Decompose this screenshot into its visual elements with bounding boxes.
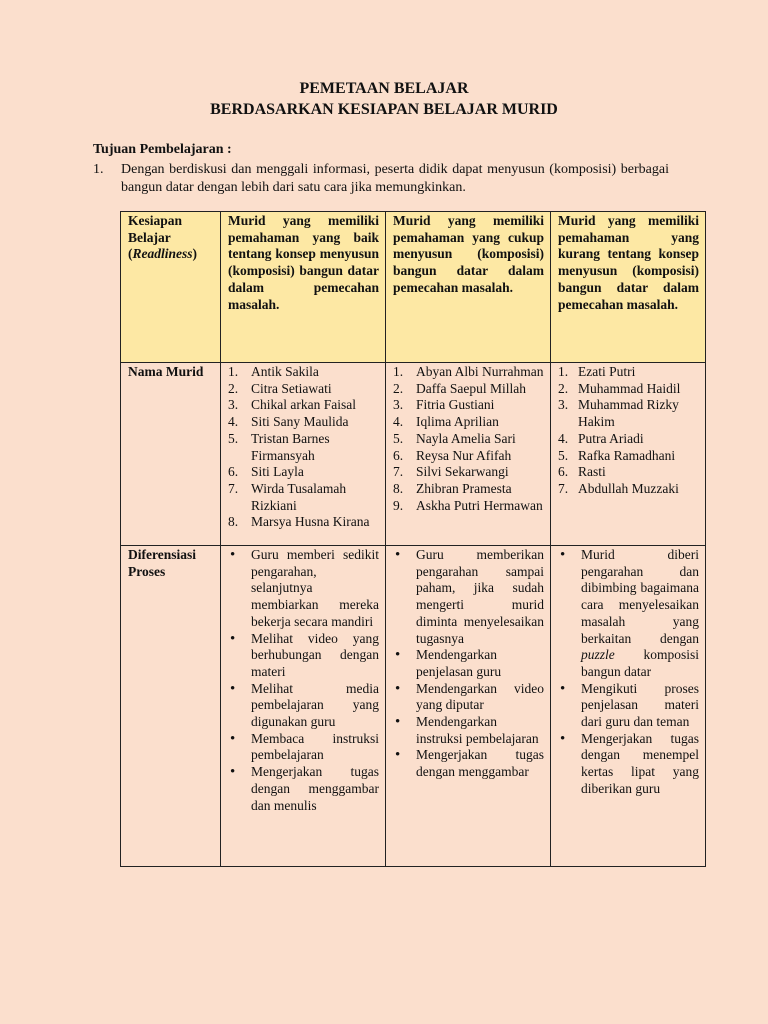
student-names-label: Nama Murid	[121, 363, 221, 546]
student-name-item	[228, 364, 379, 381]
student-name: Wirda Tusalamah Rizkiani	[251, 480, 347, 513]
process-cell-group2	[386, 546, 551, 867]
document-title-line2: BERDASARKAN KESIAPAN BELAJAR MURID	[210, 101, 558, 118]
student-name: Fitria Gustiani	[416, 397, 495, 413]
student-name-item	[558, 464, 699, 481]
document-title-line1: PEMETAAN BELAJAR	[299, 80, 469, 97]
student-name: Marsya Husna Kirana	[251, 514, 370, 530]
process-item: • Mengerjakan tugas dengan menggambar dan menulis	[228, 764, 379, 814]
process-differentiation-label: Diferensiasi Proses	[121, 546, 221, 867]
header-good-understanding: Murid yang memiliki pemahaman yang baik tentang konsep menyusun (komposisi) bangun datar dalam pemecahan masalah.	[221, 212, 386, 363]
student-name: Askha Putri Hermawan	[416, 497, 543, 513]
header-row	[121, 212, 706, 363]
student-name-item	[393, 481, 544, 498]
readiness-label-cell	[121, 212, 221, 363]
process-differentiation-row	[121, 546, 706, 867]
student-name-item	[228, 414, 379, 431]
student-name: Daffa Saepul Millah	[416, 380, 526, 396]
student-number: 5.	[393, 430, 404, 446]
student-name: Muhammad Haidil	[578, 380, 681, 396]
process-item: • Murid diberi pengarahan dan dibimbing bagaimana cara menyelesaikan masalah yang berkaitan dengan puzzle komposisi bangun datar	[558, 547, 699, 681]
student-number: 6.	[393, 447, 404, 463]
student-name: Silvi Sekarwangi	[416, 464, 509, 480]
student-number: 7.	[393, 464, 404, 480]
student-number: 6.	[558, 464, 569, 480]
process-list-group1	[228, 547, 379, 814]
student-name: Iqlima Aprilian	[416, 414, 499, 430]
student-number: 7.	[558, 480, 569, 496]
student-name-item	[228, 397, 379, 414]
process-item: • Mengerjakan tugas dengan menggambar	[393, 747, 544, 780]
student-name: Reysa Nur Afifah	[416, 447, 512, 463]
process-cell-group3	[551, 546, 706, 867]
student-number: 9.	[393, 497, 404, 513]
student-number: 4.	[228, 414, 239, 430]
student-name-item	[393, 381, 544, 398]
student-number: 8.	[228, 514, 239, 530]
student-number: 5.	[228, 430, 239, 446]
header-sufficient-understanding: Murid yang memiliki pemahaman yang cukup menyusun (komposisi) bangun datar dalam pemecahan masalah.	[386, 212, 551, 363]
student-name-item	[558, 448, 699, 465]
process-item: • Membaca instruksi pembelajaran	[228, 731, 379, 764]
process-item: • Melihat media pembelajaran yang digunakan guru	[228, 681, 379, 731]
process-item: • Mendengarkan penjelasan guru	[393, 647, 544, 680]
student-number: 3.	[558, 397, 569, 413]
process-item: • Guru memberikan pengarahan sampai paham, jika sudah mengerti murid diminta menyelesaikan tugasnya	[393, 547, 544, 647]
names-cell-group1	[221, 363, 386, 546]
names-list-group1	[228, 364, 379, 531]
student-number: 4.	[393, 414, 404, 430]
student-name: Zhibran Pramesta	[416, 480, 512, 496]
student-number: 1.	[393, 364, 404, 379]
student-name-item	[558, 397, 699, 430]
learning-map-table	[120, 211, 706, 867]
process-list-group2	[393, 547, 544, 781]
student-name: Muhammad Rizky Hakim	[578, 397, 679, 430]
student-name-item	[393, 414, 544, 431]
process-item: • Mendengarkan instruksi pembelajaran	[393, 714, 544, 747]
student-name-item	[393, 498, 544, 515]
student-names-row	[121, 363, 706, 546]
student-name: Putra Ariadi	[578, 430, 644, 446]
student-name-item	[393, 397, 544, 414]
student-name-item	[228, 481, 379, 514]
student-number: 4.	[558, 430, 569, 446]
process-item: • Mengerjakan tugas dengan menempel kertas lipat yang diberikan guru	[558, 731, 699, 798]
process-list-group3	[558, 547, 699, 798]
student-number: 2.	[558, 380, 569, 396]
process-item: • Melihat video yang berhubungan dengan materi	[228, 631, 379, 681]
header-low-understanding: Murid yang memiliki pemahaman yang kurang tentang konsep menyusun (komposisi) bangun datar dalam pemecahan masalah.	[551, 212, 706, 363]
names-list-group3	[558, 364, 699, 498]
student-number: 2.	[228, 380, 239, 396]
student-number: 1.	[558, 364, 569, 379]
process-cell-group1	[221, 546, 386, 867]
student-number: 8.	[393, 480, 404, 496]
student-name: Abdullah Muzzaki	[578, 480, 679, 496]
student-number: 5.	[558, 447, 569, 463]
student-name-item	[228, 381, 379, 398]
student-name-item	[393, 448, 544, 465]
student-name-item	[558, 364, 699, 381]
process-item: • Mendengarkan video yang diputar	[393, 681, 544, 714]
student-name: Tristan Barnes Firmansyah	[251, 430, 330, 463]
readiness-label: Kesiapan Belajar (Readliness)	[128, 213, 198, 262]
student-name: Abyan Albi Nurrahman	[416, 364, 544, 379]
student-name: Antik Sakila	[251, 364, 319, 379]
student-name: Ezati Putri	[578, 364, 636, 379]
student-name: Rafka Ramadhani	[578, 447, 676, 463]
student-name-item	[228, 514, 379, 531]
student-number: 3.	[228, 397, 239, 413]
student-name: Siti Layla	[251, 464, 304, 480]
student-name-item	[558, 481, 699, 498]
objective-heading: Tujuan Pembelajaran :	[93, 142, 232, 157]
student-name-item	[558, 431, 699, 448]
process-item: • Mengikuti proses penjelasan materi dari guru dan teman	[558, 681, 699, 731]
student-number: 7.	[228, 480, 239, 496]
student-number: 2.	[393, 380, 404, 396]
student-name: Nayla Amelia Sari	[416, 430, 516, 446]
student-name: Chikal arkan Faisal	[251, 397, 356, 413]
student-name: Citra Setiawati	[251, 380, 332, 396]
student-number: 6.	[228, 464, 239, 480]
student-name: Rasti	[578, 464, 606, 480]
student-name-item	[393, 464, 544, 481]
student-name-item	[228, 464, 379, 481]
names-list-group2	[393, 364, 544, 514]
student-number: 1.	[228, 364, 239, 379]
objective-number: 1.	[93, 162, 104, 177]
student-name-item	[558, 381, 699, 398]
student-name: Siti Sany Maulida	[251, 414, 349, 430]
names-cell-group2	[386, 363, 551, 546]
student-name-item	[228, 431, 379, 464]
names-cell-group3	[551, 363, 706, 546]
student-name-item	[393, 431, 544, 448]
student-name-item	[393, 364, 544, 381]
objective-text: Dengan berdiskusi dan menggali informasi, peserta didik dapat menyusun (komposisi) berbagai bangun datar dengan lebih dari satu cara jika memungkinkan.	[121, 162, 669, 195]
process-item: • Guru memberi sedikit pengarahan, selanjutnya membiarkan mereka bekerja secara mandiri	[228, 547, 379, 631]
student-number: 3.	[393, 397, 404, 413]
